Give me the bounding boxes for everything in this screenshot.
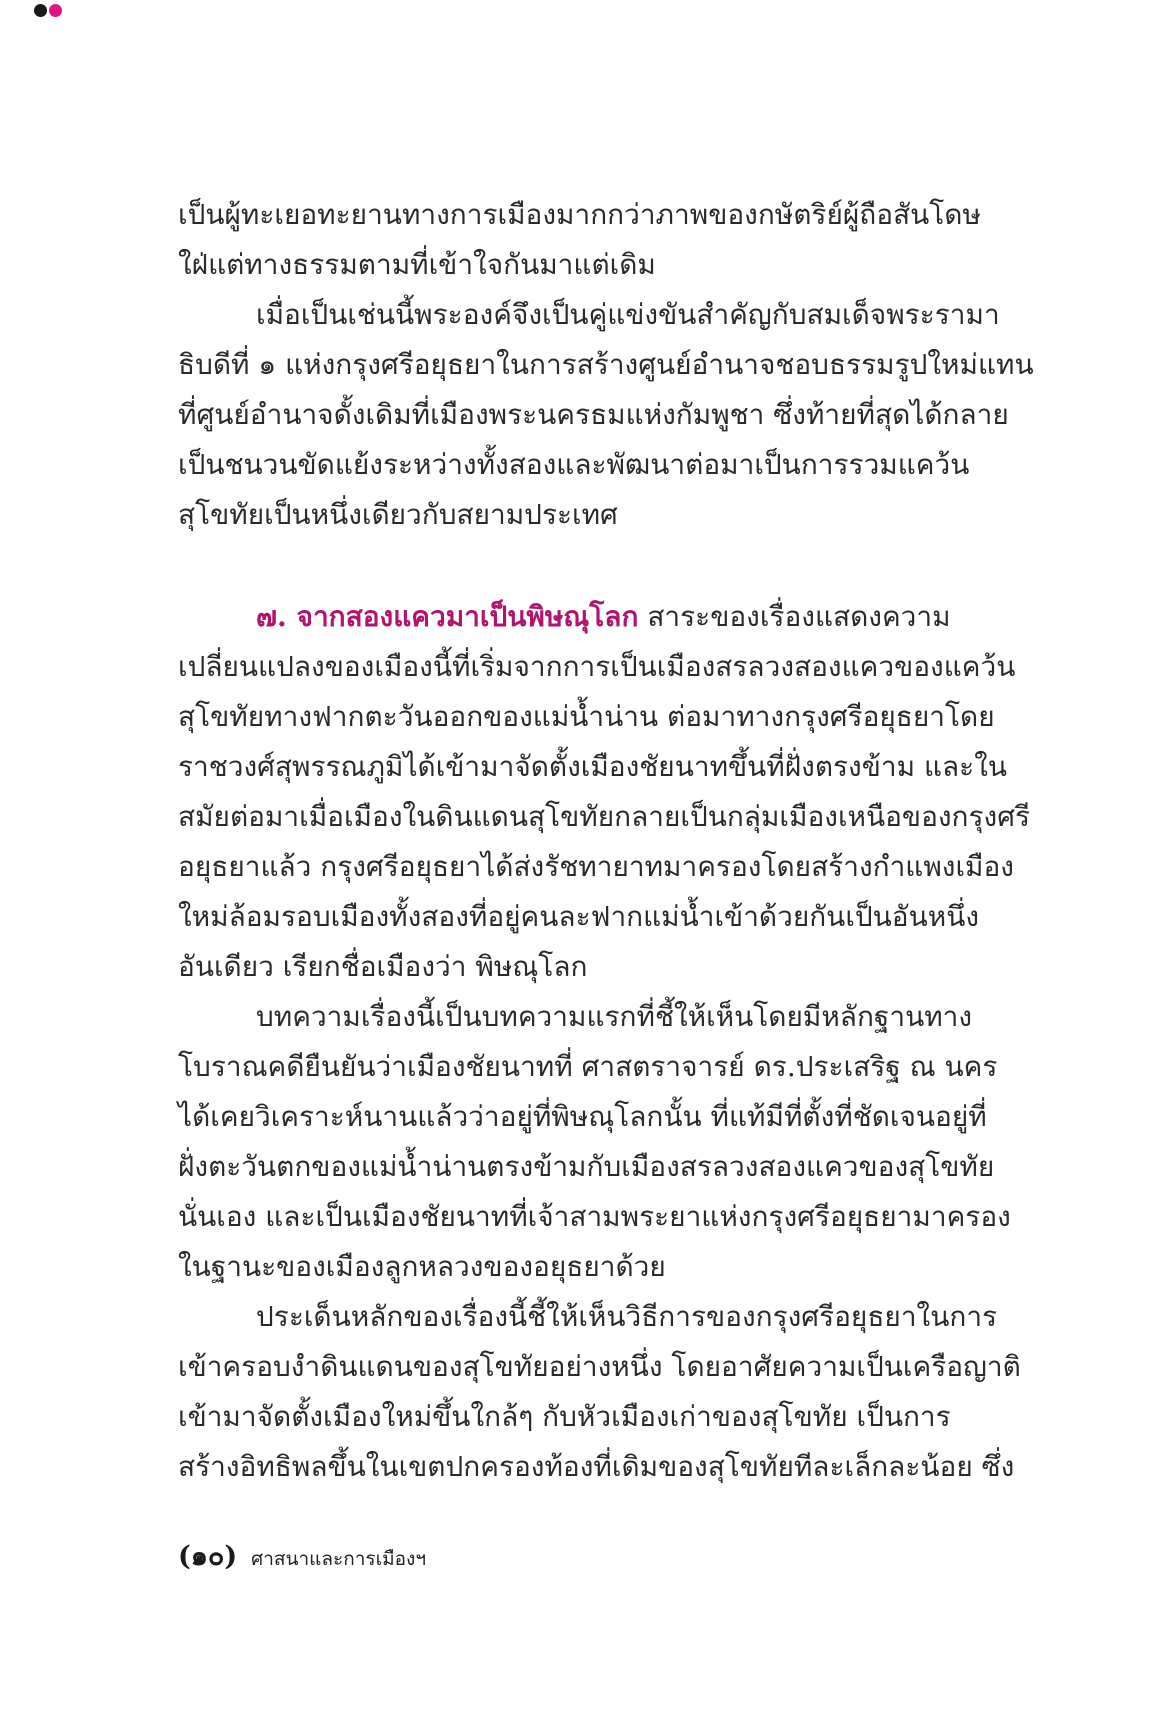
text-line: สมัยต่อมาเมื่อเมืองในดินแดนสุโขทัยกลายเป็นกลุ่มเมืองเหนือของกรุงศรี [178, 800, 1031, 833]
text-line: เปลี่ยนแปลงของเมืองนี้ที่เริ่มจากการเป็นเมืองสรลวงสองแควของแคว้น [178, 650, 1016, 683]
text-line: ใหม่ล้อมรอบเมืองทั้งสองที่อยู่คนละฟากแม่น้ำเข้าด้วยกันเป็นอันหนึ่ง [178, 900, 980, 933]
page-footer [178, 1534, 426, 1577]
text-line: นั่นเอง และเป็นเมืองชัยนาทที่เจ้าสามพระยาแห่งกรุงศรีอยุธยามาครอง [178, 1200, 1011, 1233]
text-line: เข้าครอบงำดินแดนของสุโขทัยอย่างหนึ่ง โดยอาศัยความเป็นเครือญาติ [178, 1350, 1021, 1383]
corner-dots [34, 4, 62, 17]
text-line: ในฐานะของเมืองลูกหลวงของอยุธยาด้วย [178, 1250, 666, 1283]
body-text [178, 190, 1034, 1492]
text-line: เมื่อเป็นเช่นนี้พระองค์จึงเป็นคู่แข่งขันสำคัญกับสมเด็จพระรามา [256, 298, 1000, 331]
text-line: ประเด็นหลักของเรื่องนี้ชี้ให้เห็นวิธีการของกรุงศรีอยุธยาในการ [256, 1300, 998, 1333]
black-dot-icon [34, 4, 47, 17]
section-first-line [178, 592, 951, 642]
paragraph-gap [178, 540, 933, 592]
text-line: สร้างอิทธิพลขึ้นในเขตปกครองท้องที่เดิมของสุโขทัยทีละเล็กละน้อย ซึ่ง [178, 1450, 1015, 1483]
text-line: ใฝ่แต่ทางธรรมตามที่เข้าใจกันมาแต่เดิม [178, 248, 656, 281]
text-line: บทความเรื่องนี้เป็นบทความแรกที่ชี้ให้เห็นโดยมีหลักฐานทาง [256, 1000, 973, 1033]
text-line: สุโขทัยเป็นหนึ่งเดียวกับสยามประเทศ [178, 498, 618, 531]
text-line: ได้เคยวิเคราะห์นานแล้วว่าอยู่ที่พิษณุโลกนั้น ที่แท้มีที่ตั้งที่ชัดเจนอยู่ที่ [178, 1100, 987, 1133]
text-line: เป็นชนวนขัดแย้งระหว่างทั้งสองและพัฒนาต่อมาเป็นการรวมแคว้น [178, 448, 970, 481]
text-line: เป็นผู้ทะเยอทะยานทางการเมืองมากกว่าภาพของกษัตริย์ผู้ถือสันโดษ [178, 198, 981, 231]
text-line: ราชวงศ์สุพรรณภูมิได้เข้ามาจัดตั้งเมืองชัยนาทขึ้นที่ฝั่งตรงข้าม และใน [178, 750, 1008, 783]
text-line: สุโขทัยทางฟากตะวันออกของแม่น้ำน่าน ต่อมาทางกรุงศรีอยุธยาโดย [178, 700, 995, 733]
text-line: อยุธยาแล้ว กรุงศรีอยุธยาได้ส่งรัชทายาทมาครองโดยสร้างกำแพงเมือง [178, 850, 1014, 883]
text-line: โบราณคดียืนยันว่าเมืองชัยนาทที่ ศาสตราจารย์ ดร.ประเสริฐ ณ นคร [178, 1050, 998, 1083]
text-line: เข้ามาจัดตั้งเมืองใหม่ขึ้นใกล้ๆ กับหัวเมืองเก่าของสุโขทัย เป็นการ [178, 1400, 951, 1433]
page-number: (๑๐) [178, 1541, 238, 1572]
text-line: ฝั่งตะวันตกของแม่น้ำน่านตรงข้ามกับเมืองสรลวงสองแควของสุโขทัย [178, 1150, 995, 1183]
text-line: อันเดียว เรียกชื่อเมืองว่า พิษณุโลก [178, 950, 588, 983]
text-line: ที่ศูนย์อำนาจดั้งเดิมที่เมืองพระนครธมแห่งกัมพูชา ซึ่งท้ายที่สุดได้กลาย [178, 398, 1009, 431]
text-line: ธิบดีที่ ๑ แห่งกรุงศรีอยุธยาในการสร้างศูนย์อำนาจชอบธรรมรูปใหม่แทน [178, 348, 1034, 381]
running-title: ศาสนาและการเมืองฯ [251, 1548, 427, 1570]
magenta-dot-icon [49, 4, 62, 17]
section-first-line-rest: สาระของเรื่องแสดงความ [647, 600, 951, 633]
section-heading: ๗. จากสองแควมาเป็นพิษณุโลก [256, 600, 639, 633]
